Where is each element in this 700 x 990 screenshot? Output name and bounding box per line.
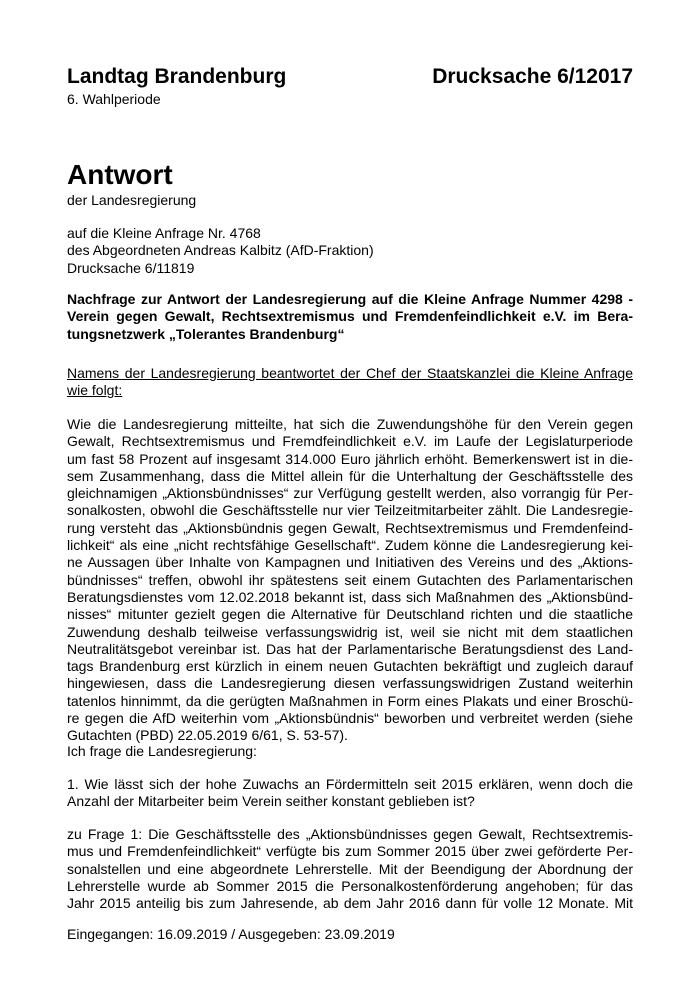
- question-intro-line: Ich frage die Landesregierung:: [67, 743, 257, 759]
- preamble-line: bündnisses“ treffen, obwohl ihr spätestens seit einem Gutachten des Parlamentarischen: [67, 571, 633, 588]
- subject-line: tungsnetzwerk „Tolerantes Brandenburg“: [67, 325, 345, 342]
- answer-1: [67, 826, 633, 912]
- preamble-paragraph: [67, 416, 633, 745]
- answer-line: Jahr 2015 anteilig bis zum Jahresende, ab dem Jahr 2016 dann für volle 12 Monate. Mit: [67, 895, 633, 912]
- preamble-line: tags Brandenburg erst kürzlich in einem neuen Gutachten bekräftigt und zugleich darauf: [67, 658, 633, 675]
- subject-line: Verein gegen Gewalt, Rechtsextremismus und Fremdenfeindlichkeit e.V. im Bera-: [67, 308, 633, 325]
- document-number: Drucksache 6/12017: [432, 65, 633, 88]
- parliament-name: Landtag Brandenburg: [67, 65, 287, 88]
- document-subtitle: der Landesregierung: [67, 192, 197, 208]
- preamble-line: hingewiesen, dass die Landesregierung diesen verfassungswidrigen Zustand weiterhin: [67, 675, 633, 692]
- intro-line: wie folgt:: [67, 382, 123, 399]
- preamble-line: Wie die Landesregierung mitteilte, hat sich die Zuwendungshöhe für den Verein gegen: [67, 416, 633, 432]
- legislative-period: 6. Wahlperiode: [67, 91, 161, 107]
- subject-heading: [67, 291, 633, 343]
- question-1: [67, 776, 633, 811]
- request-line: des Abgeordneten Andreas Kalbitz (AfD-Fraktion): [67, 242, 374, 259]
- answer-line: sonalstellen und eine abgeordnete Lehrerstelle. Mit der Beendigung der Abordnung der: [67, 860, 633, 877]
- preamble-line: um fast 58 Prozent auf insgesamt 314.000 Euro jährlich erhöht. Bemerkenswert ist in die-: [67, 450, 633, 467]
- receipt-dates: Eingegangen: 16.09.2019 / Ausgegeben: 23.09.2019: [67, 926, 395, 942]
- preamble-line: nisses“ mitunter gezielt gegen die Alternative für Deutschland richten und die staatliche: [67, 606, 633, 623]
- document-title: Antwort: [67, 159, 173, 190]
- preamble-line: rung versteht das „Aktionsbündnis gegen Gewalt, Rechtsextremismus und Fremdenfeind-: [67, 519, 633, 536]
- question-line: Anzahl der Mitarbeiter beim Verein seither konstant geblieben ist?: [67, 793, 475, 810]
- intro-statement: [67, 365, 633, 400]
- request-line: Drucksache 6/11819: [67, 259, 195, 276]
- question-intro: [67, 743, 633, 760]
- preamble-line: sem Zusammenhang, dass die Mittel allein für die Unterhaltung der Geschäftsstelle des: [67, 467, 633, 484]
- document-header: [67, 64, 633, 90]
- question-line: 1. Wie lässt sich der hohe Zuwachs an Fördermitteln seit 2015 erklären, wenn doch die: [67, 776, 633, 792]
- preamble-line: Beratungsdienstes vom 12.02.2018 bekannt ist, dass sich Maßnahmen des „Aktionsbünd-: [67, 588, 633, 605]
- answer-line: Lehrerstelle wurde ab Sommer 2015 die Personalkostenförderung angehoben; für das: [67, 877, 633, 894]
- request-reference: [67, 225, 374, 277]
- preamble-line: re gegen die AfD weiterhin vom „Aktionsbündnis“ beworben und verbreitet werden (siehe: [67, 710, 633, 727]
- answer-line: zu Frage 1: Die Geschäftsstelle des „Aktionsbündnisses gegen Gewalt, Rechtsextremis-: [67, 826, 633, 842]
- preamble-line: lichkeit“ als eine „nicht rechtsfähige Gesellschaft“. Zudem könne die Landesregierung kei-: [67, 537, 633, 554]
- preamble-line: Neutralitätsgebot vereinbar ist. Das hat der Parlamentarische Beratungsdienst des Land-: [67, 640, 633, 657]
- request-line: auf die Kleine Anfrage Nr. 4768: [67, 225, 261, 241]
- preamble-line: Gutachten (PBD) 22.05.2019 6/61, S. 53-57).: [67, 727, 348, 744]
- preamble-line: ne Aussagen über Inhalte von Kampagnen und Initiativen des Vereins und des „Aktions-: [67, 554, 633, 571]
- answer-line: mus und Fremdenfeindlichkeit“ verfügte bis zum Sommer 2015 über zwei geförderte Per-: [67, 843, 633, 860]
- preamble-line: gleichnamigen „Aktionsbündnisses“ zur Verfügung gestellt werden, also vorrangig für Per-: [67, 485, 633, 502]
- preamble-line: Zuwendung deshalb teilweise verfassungswidrig ist, weil sie nicht mit dem staatlichen: [67, 623, 633, 640]
- subject-line: Nachfrage zur Antwort der Landesregierung auf die Kleine Anfrage Nummer 4298 -: [67, 291, 633, 307]
- preamble-line: Gewalt, Rechtsextremismus und Fremdfeindlichkeit e.V. im Laufe der Legislaturperiode: [67, 433, 633, 450]
- preamble-line: tatenlos hinnimmt, da die gerügten Maßnahmen in Form eines Plakats und einer Broschü-: [67, 692, 633, 709]
- intro-line: Namens der Landesregierung beantwortet der Chef der Staatskanzlei die Kleine Anfrage: [67, 365, 633, 381]
- preamble-line: sonalkosten, obwohl die Geschäftsstelle nur vier Teilzeitmitarbeiter zählt. Die Landesregie-: [67, 502, 633, 519]
